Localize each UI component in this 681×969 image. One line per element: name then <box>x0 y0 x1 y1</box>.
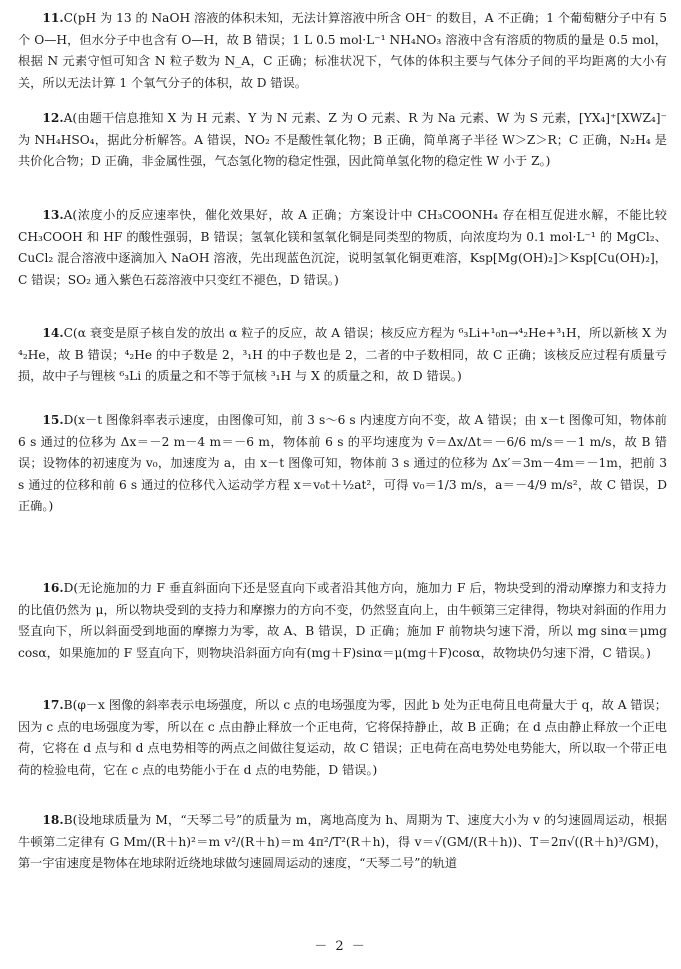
answer-text: A(浓度小的反应速率快，催化效果好，故 A 正确；方案设计中 CH₃COONH₄ 存在相互促进水解，不能比较 CH₃COOH 和 HF 的酸性强弱，B 错误；氢氧化镁和氢氧化铜是同类型的物质，向浓度均为 0.1 mol·L⁻¹ 的 MgCl₂、CuCl₂ 混合溶液中逐滴加入 NaOH 溶液，先出现蓝色沉淀，说明氢氧化铜更难溶，Ksp[Mg(OH)₂]＞Ksp[Cu(OH)₂]，C 错误；SO₂ 通入紫色石蕊溶液中只变红不褪色，D 错误。) <box>18 208 667 287</box>
answer-16 <box>18 578 667 664</box>
question-number: 11. <box>42 11 64 25</box>
answer-text: C(α 衰变是原子核自发的放出 α 粒子的反应，故 A 错误；核反应方程为 ⁶₃Li+¹₀n→⁴₂He+³₁H，所以新核 X 为 ⁴₂He，故 B 错误；⁴₂He 的中子数是 2，³₁H 的中子数也是 2，二者的中子数相同，故 C 正确；该核反应过程有质量亏损，故中子与锂核 ⁶₃Li 的质量之和不等于氚核 ³₁H 与 X 的质量之和，故 D 错误。) <box>18 326 667 384</box>
question-number: 15. <box>42 413 64 427</box>
answer-text: B(φ－x 图像的斜率表示电场强度，所以 c 点的电场强度为零，因此 b 处为正电荷且电荷量大于 q，故 A 错误；因为 c 点的电场强度为零，所以在 c 点由静止释放一个正电荷，它将保持静止，故 B 正确；在 d 点由静止释放一个正电荷，它将在 d 点与和 d 点电势相等的两点之间做往复运动，故 C 错误；正电荷在高电势处电势能大，所以取一个带正电荷的检验电荷，它在 c 点的电势能小于在 d 点的电势能，D 错误。) <box>18 698 667 777</box>
page-number: － 2 － <box>314 939 367 954</box>
answer-text: C(pH 为 13 的 NaOH 溶液的体积未知，无法计算溶液中所含 OH⁻ 的数目，A 不正确；1 个葡萄糖分子中有 5 个 O—H，但水分子中也含有 O—H，故 B 错误；1 L 0.5 mol·L⁻¹ NH₄NO₃ 溶液中含有溶质的物质的量是 0.5 mol，根据 N 元素守恒可知含 N 粒子数为 N_A，C 正确；标准状况下，气体的体积主要与气体分子间的平均距离的大小有关，所以无法计算 1 个氧气分子的体积，故 D 错误。 <box>18 11 667 90</box>
answer-13 <box>18 205 667 291</box>
answer-text: A(由题干信息推知 X 为 H 元素、Y 为 N 元素、Z 为 O 元素、R 为 Na 元素、W 为 S 元素，[YX₄]⁺[XWZ₄]⁻ 为 NH₄HSO₄，据此分析解答。A 错误，NO₂ 不是酸性氧化物；B 正确，简单离子半径 W＞Z＞R；C 正确，N₂H₄ 是共价化合物；D 正确，非金属性强，气态氢化物的稳定性强，因此简单氢化物的稳定性 W 小于 Z。) <box>18 111 667 169</box>
question-number: 17. <box>42 698 64 712</box>
answer-18 <box>18 810 667 875</box>
question-number: 16. <box>42 581 64 595</box>
answer-11 <box>18 8 667 94</box>
answer-17 <box>18 695 667 781</box>
question-number: 18. <box>42 813 64 827</box>
question-number: 14. <box>42 326 64 340</box>
question-number: 13. <box>42 208 64 222</box>
answer-text: B(设地球质量为 M，“天琴二号”的质量为 m，离地高度为 h、周期为 T、速度大小为 v 的匀速圆周运动，根据牛顿第二定律有 G Mm/(R＋h)²＝m v²/(R＋h)＝m 4π²/T²(R＋h)，得 v＝√(GM/(R＋h))、T＝2π√((R＋h)³/GM)，第一宇宙速度是物体在地球附近绕地球做匀速圆周运动的速度，“天琴二号”的轨道 <box>18 813 667 871</box>
question-number: 12. <box>42 111 64 125</box>
answer-text: D(x－t 图像斜率表示速度，由图像可知，前 3 s～6 s 内速度方向不变，故 A 错误；由 x－t 图像可知，物体前 6 s 通过的位移为 Δx＝－2 m－4 m＝－6 m，物体前 6 s 的平均速度为 v̄＝Δx/Δt＝－6/6 m/s＝－1 m/s，故 B 错误；设物体的初速度为 v₀，加速度为 a，由 x－t 图像可知，物体前 3 s 通过的位移为 Δx′＝3m－4m＝－1m，把前 3 s 通过的位移和前 6 s 通过的位移代入运动学方程 x＝v₀t＋½at²，可得 v₀＝1/3 m/s，a＝－4/9 m/s²，故 C 错误，D 正确。) <box>18 413 667 514</box>
answer-15 <box>18 410 667 518</box>
answer-text: D(无论施加的力 F 垂直斜面向下还是竖直向下或者沿其他方向，施加力 F 后，物块受到的滑动摩擦力和支持力的比值仍然为 μ，所以物块受到的支持力和摩擦力的方向不变，仍然竖直向上，由牛顿第三定律得，物块对斜面的作用力竖直向下，所以斜面受到地面的摩擦力为零，故 A、B 错误，D 正确；施加 F 前物块匀速下滑，所以 mg sinα＝μmg cosα，如果施加的 F 竖直向下，则物块沿斜面方向有(mg＋F)sinα＝μ(mg＋F)cosα，故物块仍匀速下滑，C 错误。) <box>18 581 667 660</box>
answer-12 <box>18 108 667 173</box>
answer-14 <box>18 323 667 388</box>
